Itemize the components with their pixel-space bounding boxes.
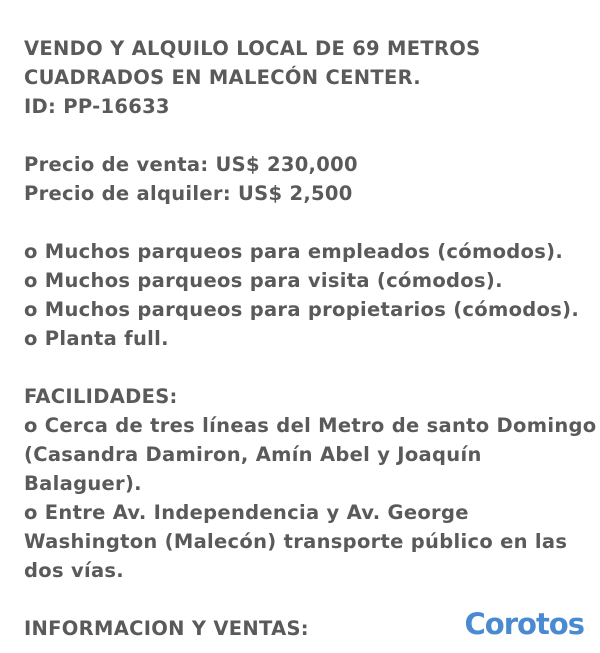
facility-line: o Cerca de tres líneas del Metro de santo Domingo <box>24 414 597 437</box>
facility-line: dos vías. <box>24 559 125 582</box>
feature-item: o Planta full. <box>24 327 169 350</box>
listing-id: ID: PP-16633 <box>24 95 170 118</box>
listing-title-line-1: VENDO Y ALQUILO LOCAL DE 69 METROS <box>24 37 481 60</box>
spacer <box>24 353 584 382</box>
facility-line: (Casandra Damiron, Amín Abel y Joaquín <box>24 443 482 466</box>
listing-title-line-2: CUADRADOS EN MALECÓN CENTER. <box>24 66 421 89</box>
facility-line: o Entre Av. Independencia y Av. George <box>24 501 469 524</box>
sale-price: Precio de venta: US$ 230,000 <box>24 153 358 176</box>
rent-price: Precio de alquiler: US$ 2,500 <box>24 182 353 205</box>
spacer <box>24 121 584 150</box>
feature-item: o Muchos parqueos para empleados (cómodos). <box>24 240 564 263</box>
facilities-heading: FACILIDADES: <box>24 385 178 408</box>
facility-line: Washington (Malecón) transporte público en las <box>24 530 568 553</box>
contact-heading: INFORMACION Y VENTAS: <box>24 617 309 640</box>
facility-line: Balaguer). <box>24 472 142 495</box>
feature-item: o Muchos parqueos para visita (cómodos). <box>24 269 503 292</box>
feature-item: o Muchos parqueos para propietarios (cómodos). <box>24 298 580 321</box>
spacer <box>24 208 584 237</box>
corotos-logo: Corotos <box>464 607 584 641</box>
listing-text <box>24 34 597 643</box>
